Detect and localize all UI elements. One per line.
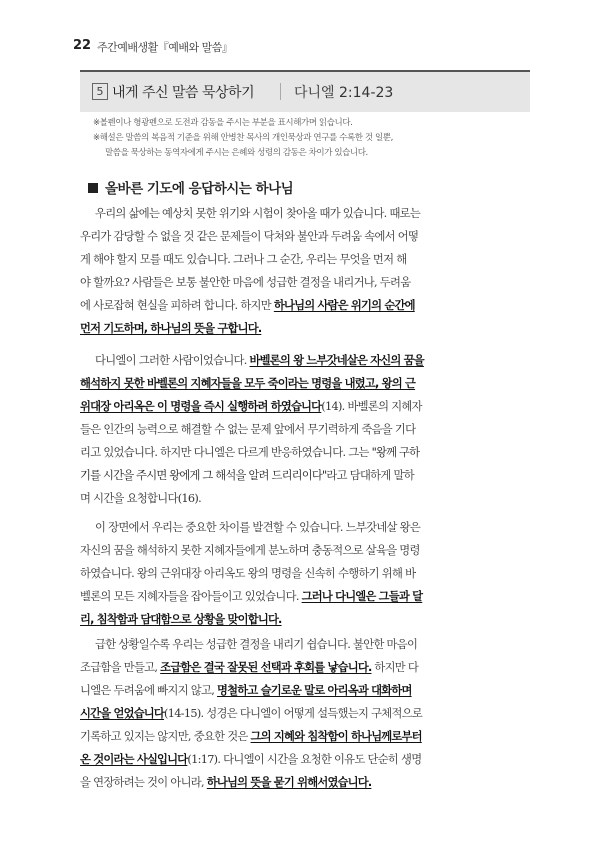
text-line xyxy=(80,372,528,395)
scripture-reference: 다니엘 2:14-23 xyxy=(294,85,394,101)
emphasis-text: 하나님의 사람은 위기의 순간에 xyxy=(273,299,415,312)
text-line xyxy=(80,464,528,487)
emphasis-text: 조급함은 결국 잘못된 선택과 후회를 낳습니다. xyxy=(160,661,372,674)
body-text: 게 해야 할지 모를 때도 있습니다. 그러나 그 순간, 우리는 무엇을 먼저 해 xyxy=(80,253,407,266)
text-line xyxy=(80,516,528,539)
quoted-text: 기를 시간을 주시면 왕에게 그 해석을 알려 드리리이다" xyxy=(80,469,327,482)
body-text: 하지만 다 xyxy=(371,661,419,674)
text-line xyxy=(80,702,528,725)
body-text: 라고 담대하게 말하 xyxy=(326,469,414,482)
text-line xyxy=(80,725,528,748)
emphasis-text: 온 것이라는 사실입니다 xyxy=(80,753,188,766)
body-paragraph xyxy=(80,349,528,510)
body-text: (14). 바벨론의 지혜자 xyxy=(321,400,422,413)
text-line xyxy=(80,539,528,562)
subheading xyxy=(88,177,293,197)
body-text: 리고 있었습니다. 하지만 다니엘은 다르게 반응하였습니다. 그는 xyxy=(80,446,372,459)
subheading-text: 올바른 기도에 응답하시는 하나님 xyxy=(105,181,294,197)
text-line xyxy=(80,608,528,631)
body-text: 자신의 꿈을 해석하지 못한 지혜자들에게 분노하며 충동적으로 살육을 명령 xyxy=(80,544,420,557)
body-text: 급한 상황일수록 우리는 성급한 결정을 내리기 쉽습니다. 불안한 마음이 xyxy=(95,638,418,651)
emphasis-text: 바벨론의 왕 느부갓네살은 자신의 꿈을 xyxy=(249,354,424,367)
title-separator xyxy=(280,83,281,100)
text-line xyxy=(80,225,528,248)
emphasis-text: 위대장 아리옥은 이 명령을 즉시 실행하려 하였습니다 xyxy=(80,400,322,413)
note-line: ※볼펜이나 형광펜으로 도전과 감동을 주시는 부분을 표시해가며 읽습니다. xyxy=(93,118,353,128)
text-line xyxy=(80,562,528,585)
body-text: (14-15). 성경은 다니엘이 어떻게 설득했는지 구체적으로 xyxy=(164,707,423,720)
text-line xyxy=(80,317,528,340)
text-line xyxy=(80,395,528,418)
text-line xyxy=(80,248,528,271)
body-text: 에 사로잡혀 현실을 피하려 합니다. 하지만 xyxy=(80,299,274,312)
body-text: 이 장면에서 우리는 중요한 차이를 발견할 수 있습니다. 느부갓네살 왕은 xyxy=(95,521,421,534)
reading-notes xyxy=(93,116,533,161)
emphasis-text: 리, 침착함과 담대함으로 상황을 맞이합니다. xyxy=(80,613,282,626)
emphasis-text: 그의 지혜와 침착함이 하나님께로부터 xyxy=(250,730,422,743)
emphasis-text: 시간을 얻었습니다 xyxy=(80,707,165,720)
emphasis-text: 먼저 기도하며, 하나님의 뜻을 구합니다. xyxy=(80,322,262,335)
text-line xyxy=(80,418,528,441)
emphasis-text: 해석하지 못한 바벨론의 지혜자들을 모두 죽이라는 명령을 내렸고, 왕의 근 xyxy=(80,377,416,390)
text-line xyxy=(80,271,528,294)
page-number: 22 xyxy=(73,38,92,53)
body-text: 니엘은 두려움에 빠지지 않고, xyxy=(80,684,218,697)
text-line xyxy=(80,294,528,317)
note-line: ※해설은 말씀의 복음적 기준을 위해 안병찬 목사의 개인묵상과 연구를 수록한 것 일뿐, xyxy=(93,133,393,143)
body-text: 야 할까요? 사람들은 보통 불안한 마음에 성급한 결정을 내리거나, 두려움 xyxy=(80,276,411,289)
text-line xyxy=(80,633,528,656)
body-text: 우리의 삶에는 예상치 못한 위기와 시험이 찾아올 때가 있습니다. 때로는 xyxy=(95,207,421,220)
body-text: 다니엘이 그러한 사람이었습니다. xyxy=(95,354,250,367)
text-line xyxy=(80,585,528,608)
text-line xyxy=(80,349,528,372)
section-title: 내게 주신 말씀 묵상하기 xyxy=(112,85,255,101)
quoted-text: "왕께 구하 xyxy=(371,446,420,459)
text-line xyxy=(80,441,528,464)
note-line: 말씀을 묵상하는 동역자에게 주시는 은혜와 성령의 감동은 차이가 있습니다. xyxy=(105,148,368,158)
emphasis-text: 명철하고 슬기로운 말로 아리옥과 대화하며 xyxy=(217,684,412,697)
page-header xyxy=(73,38,553,60)
body-paragraph xyxy=(80,202,528,340)
emphasis-text: 그러나 다니엘은 그들과 달 xyxy=(301,590,423,603)
square-bullet-icon xyxy=(88,183,98,193)
text-line xyxy=(80,771,528,794)
section-number: 5 xyxy=(92,83,108,100)
body-text: 벨론의 모든 지혜자들을 잡아들이고 있었습니다. xyxy=(80,590,302,603)
body-text: 며 시간을 요청합니다(16). xyxy=(80,492,201,505)
text-line xyxy=(80,656,528,679)
body-text: 들은 인간의 능력으로 해결할 수 없는 문제 앞에서 무기력하게 죽음을 기다 xyxy=(80,423,416,436)
running-title: 주간예배생활『예배와 말씀』 xyxy=(97,41,233,54)
body-text: 조급함을 만들고, xyxy=(80,661,161,674)
body-text: 을 연장하려는 것이 아니라, xyxy=(80,776,207,789)
text-line xyxy=(80,487,528,510)
text-line xyxy=(80,679,528,702)
body-text: 하였습니다. 왕의 근위대장 아리옥도 왕의 명령을 신속히 수행하기 위해 바 xyxy=(80,567,416,580)
body-text: (1:17). 다니엘이 시간을 요청한 이유도 단순히 생명 xyxy=(187,753,422,766)
section-title-box xyxy=(80,70,530,112)
body-paragraph xyxy=(80,516,528,631)
body-text: 우리가 감당할 수 없을 것 같은 문제들이 닥쳐와 불안과 두려움 속에서 어떻 xyxy=(80,230,419,243)
emphasis-text: 하나님의 뜻을 묻기 위해서였습니다. xyxy=(206,776,372,789)
body-paragraph xyxy=(80,633,528,794)
body-text: 기록하고 있지는 않지만, 중요한 것은 xyxy=(80,730,251,743)
text-line xyxy=(80,202,528,225)
text-line xyxy=(80,748,528,771)
